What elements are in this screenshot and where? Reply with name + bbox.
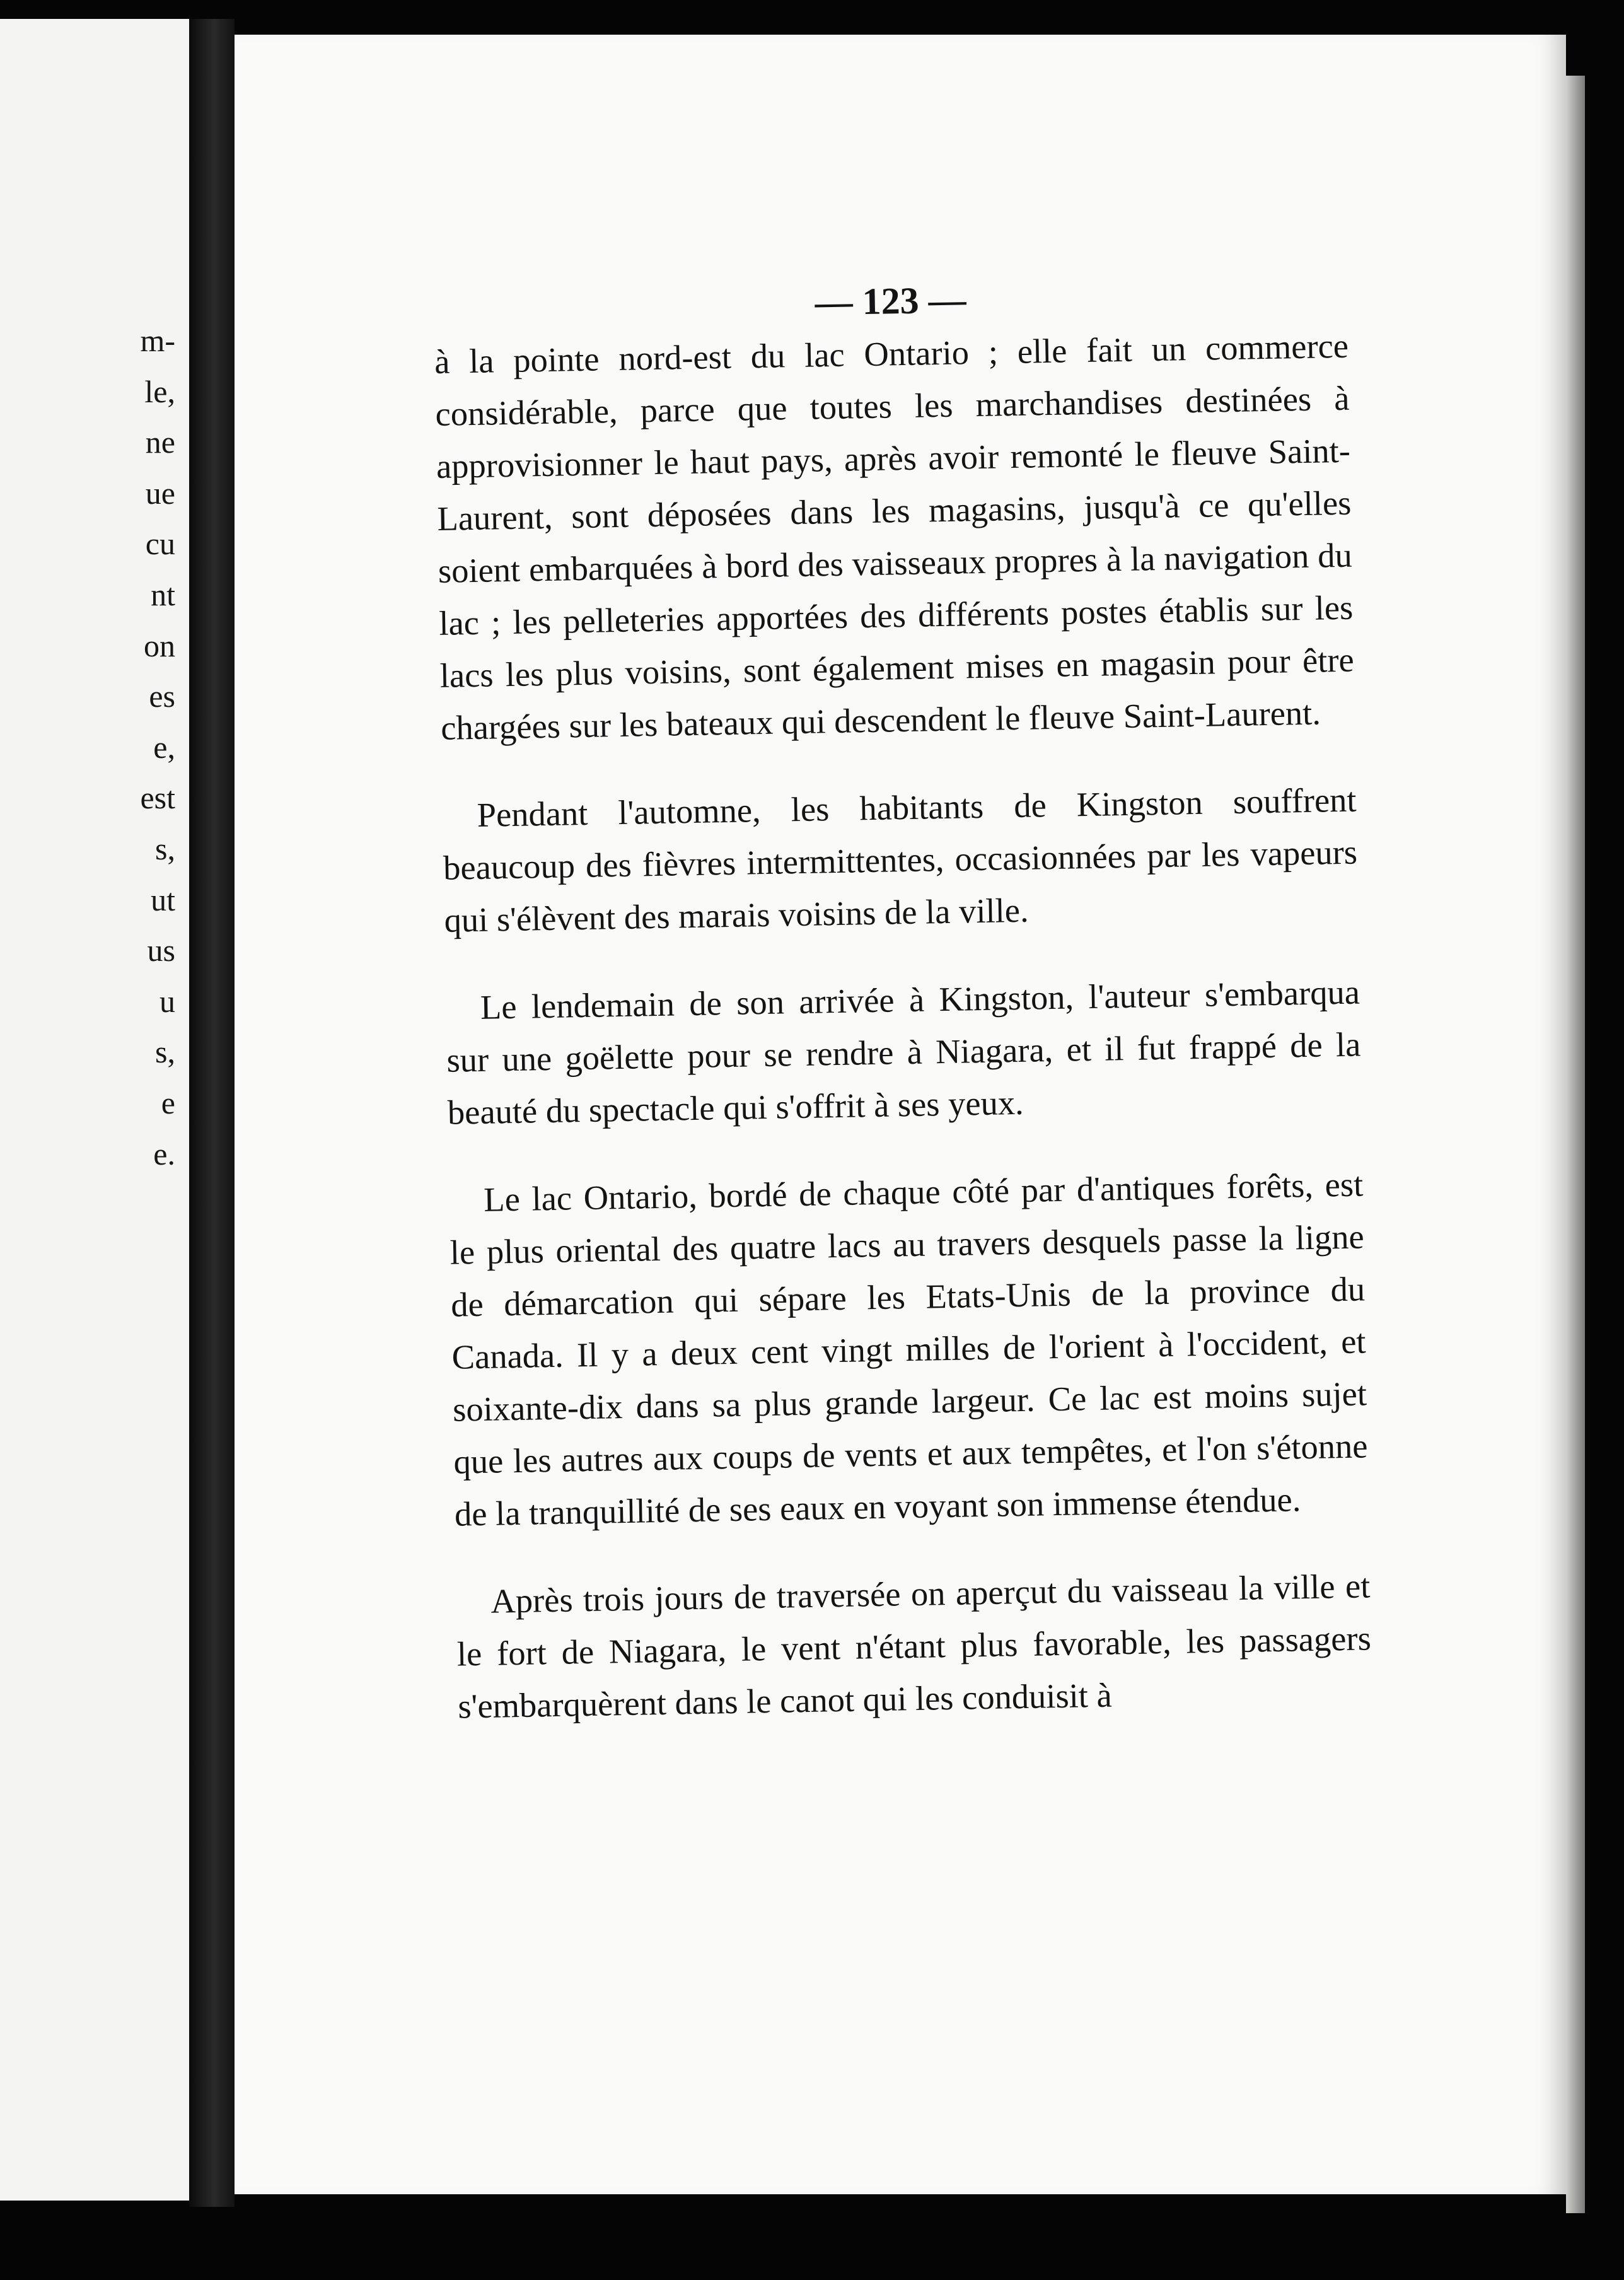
page-stack-edge: [1566, 76, 1585, 2213]
left-fragment: ue: [145, 475, 175, 511]
paragraph-departure-niagara: Le lendemain de son arrivée à Kingston, l'auteur s'embarqua sur une goëlette pour se rendre à Niagara, et il fut frappé de la beauté du spectacle qui s'offrit à ses yeux.: [446, 972, 1361, 1132]
left-fragment: e: [161, 1085, 175, 1120]
paragraph-autumn-fevers: Pendant l'automne, les habitants de Kingston souffrent beaucoup des fièvres intermittentes, occasionnées par les vapeurs qui s'élèvent des marais voisins de la ville.: [443, 780, 1358, 939]
left-fragment: nt: [151, 576, 175, 612]
left-fragment: ne: [145, 424, 175, 460]
paragraph-continuation: à la pointe nord-est du lac Ontario ; elle fait un commerce considérable, parce que toutes les marchandises destinées à approvisionner le haut pays, après avoir remonté le fleuve Saint-Laurent, sont déposées dans les magasins, jusqu'à ce qu'elles soient embarquées à bord des vaisseaux propres à la navigation du lac ; les pelleteries apportées des différents postes établis sur les lacs les plus voisins, sont également mises en magasin pour être chargées sur les bateaux qui descendent le fleuve Saint-Laurent.: [434, 326, 1355, 747]
left-fragment: us: [147, 933, 175, 968]
left-page-text-fragments: [0, 315, 189, 1179]
main-page: [235, 35, 1566, 2194]
left-fragment: le,: [144, 373, 175, 409]
left-fragment: cu: [145, 526, 175, 562]
left-fragment: m-: [140, 323, 175, 358]
left-fragment: s,: [155, 830, 175, 866]
paragraph-arrival-niagara: Après trois jours de traversée on aperçut du vaisseau la ville et le fort de Niagara, le vent n'étant plus favorable, les passagers s'embarquèrent dans le canot qui les conduisit à: [456, 1566, 1372, 1726]
page-text-block: [433, 268, 1372, 1733]
left-fragment: est: [140, 780, 175, 816]
paragraph-lake-ontario: Le lac Ontario, bordé de chaque côté par d'antiques forêts, est le plus oriental des quatre lacs au travers desquels passe la ligne de démarcation qui sépare les Etats-Unis de la province du Canada. Il y a deux cent vingt milles de l'orient à l'occident, et soixante-dix dans sa plus grande largeur. Ce lac est moins sujet que les autres aux coups de vents et aux tempêtes, et l'on s'étonne de la tranquillité de ses eaux en voyant son immense étendue.: [450, 1165, 1368, 1533]
left-fragment: e.: [153, 1136, 175, 1172]
left-fragment: ut: [151, 881, 175, 917]
left-fragment: on: [144, 627, 175, 663]
left-fragment: u: [160, 983, 175, 1019]
left-facing-page: [0, 19, 189, 2201]
left-fragment: e,: [153, 729, 175, 765]
left-fragment: es: [149, 678, 175, 714]
left-fragment: s,: [155, 1034, 175, 1070]
page-number: — 123 —: [815, 279, 967, 323]
book-gutter: [189, 19, 235, 2207]
